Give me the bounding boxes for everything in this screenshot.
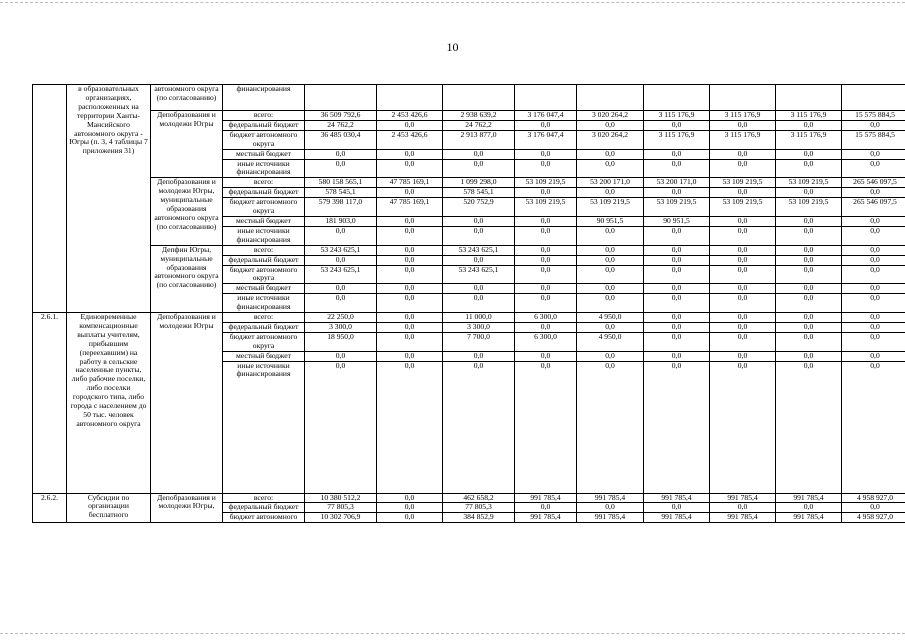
- amount-cell: 0,0: [305, 255, 377, 265]
- amount-cell: 3 300,0: [305, 322, 377, 332]
- amount-cell: 0,0: [377, 159, 443, 178]
- amount-cell: 0,0: [305, 294, 377, 313]
- amount-cell: 579 398 117,0: [305, 198, 377, 217]
- amount-cell: 0,0: [443, 216, 515, 226]
- amount-cell: 0,0: [710, 159, 776, 178]
- amount-cell: 53 243 625,1: [443, 265, 515, 284]
- amount-cell: [644, 85, 710, 111]
- amount-cell: 0,0: [377, 513, 443, 523]
- executor-cell: Депобразования и молодежи Югры,: [151, 493, 223, 523]
- amount-cell: 0,0: [776, 265, 842, 284]
- amount-cell: 90 951,5: [644, 216, 710, 226]
- amount-cell: 0,0: [710, 294, 776, 313]
- amount-cell: 4 950,0: [577, 332, 644, 351]
- amount-cell: 77 805,3: [443, 503, 515, 513]
- amount-cell: 0,0: [577, 503, 644, 513]
- amount-cell: 0,0: [776, 120, 842, 130]
- amount-cell: 0,0: [842, 313, 905, 323]
- amount-cell: 0,0: [776, 216, 842, 226]
- amount-cell: 0,0: [305, 159, 377, 178]
- amount-cell: 265 546 097,5: [842, 178, 905, 188]
- amount-cell: 0,0: [644, 245, 710, 255]
- amount-cell: 0,0: [577, 159, 644, 178]
- amount-cell: 0,0: [776, 226, 842, 245]
- amount-cell: 578 545,1: [305, 188, 377, 198]
- amount-cell: 3 115 176,9: [710, 130, 776, 149]
- amount-cell: 0,0: [377, 493, 443, 503]
- amount-cell: 53 109 219,5: [577, 198, 644, 217]
- amount-cell: 0,0: [577, 265, 644, 284]
- funding-source: всего:: [223, 493, 305, 503]
- amount-cell: 0,0: [776, 188, 842, 198]
- funding-source: местный бюджет: [223, 216, 305, 226]
- funding-source: федеральный бюджет: [223, 255, 305, 265]
- executor-cell: Депобразования и молодежи Югры, муниципальные образования автономного округа (по согласованию): [151, 178, 223, 245]
- amount-cell: 0,0: [842, 284, 905, 294]
- amount-cell: 0,0: [443, 284, 515, 294]
- amount-cell: 0,0: [842, 216, 905, 226]
- amount-cell: 0,0: [710, 149, 776, 159]
- bottom-scan-line: [0, 633, 905, 634]
- executor-cell: Депобразования и молодежи Югры: [151, 313, 223, 494]
- amount-cell: 0,0: [710, 226, 776, 245]
- amount-cell: [776, 85, 842, 111]
- amount-cell: 3 300,0: [443, 322, 515, 332]
- amount-cell: 991 785,4: [577, 493, 644, 503]
- item-number: [33, 85, 67, 313]
- funding-source: всего:: [223, 111, 305, 121]
- amount-cell: 0,0: [515, 503, 577, 513]
- amount-cell: 0,0: [515, 159, 577, 178]
- amount-cell: 0,0: [644, 120, 710, 130]
- amount-cell: 3 176 047,4: [515, 130, 577, 149]
- amount-cell: 0,0: [443, 149, 515, 159]
- funding-source: всего:: [223, 178, 305, 188]
- amount-cell: [377, 85, 443, 111]
- amount-cell: 0,0: [515, 149, 577, 159]
- amount-cell: 47 785 169,1: [377, 178, 443, 188]
- amount-cell: 0,0: [377, 503, 443, 513]
- amount-cell: [443, 85, 515, 111]
- amount-cell: 3 115 176,9: [644, 111, 710, 121]
- funding-source: местный бюджет: [223, 351, 305, 361]
- amount-cell: 0,0: [305, 149, 377, 159]
- amount-cell: 0,0: [842, 188, 905, 198]
- amount-cell: 265 546 097,5: [842, 198, 905, 217]
- amount-cell: 462 658,2: [443, 493, 515, 503]
- amount-cell: 53 109 219,5: [710, 178, 776, 188]
- amount-cell: 0,0: [710, 216, 776, 226]
- amount-cell: 53 200 171,0: [577, 178, 644, 188]
- amount-cell: 24 762,2: [443, 120, 515, 130]
- amount-cell: 4 958 927,0: [842, 493, 905, 503]
- amount-cell: [577, 85, 644, 111]
- amount-cell: 22 250,0: [305, 313, 377, 323]
- amount-cell: 4 950,0: [577, 313, 644, 323]
- amount-cell: 0,0: [776, 294, 842, 313]
- amount-cell: 0,0: [515, 216, 577, 226]
- amount-cell: 0,0: [842, 351, 905, 361]
- amount-cell: [305, 85, 377, 111]
- funding-source: всего:: [223, 245, 305, 255]
- amount-cell: 0,0: [443, 226, 515, 245]
- amount-cell: 578 545,1: [443, 188, 515, 198]
- amount-cell: 53 109 219,5: [644, 198, 710, 217]
- amount-cell: 3 115 176,9: [776, 111, 842, 121]
- amount-cell: 53 109 219,5: [515, 178, 577, 188]
- amount-cell: 11 000,0: [443, 313, 515, 323]
- amount-cell: 6 300,0: [515, 313, 577, 323]
- executor-cell: Депобразования и молодежи Югры: [151, 111, 223, 178]
- table-row: [33, 85, 905, 111]
- amount-cell: 0,0: [776, 313, 842, 323]
- amount-cell: 4 958 927,0: [842, 513, 905, 523]
- amount-cell: 0,0: [710, 332, 776, 351]
- amount-cell: 77 805,3: [305, 503, 377, 513]
- amount-cell: 0,0: [842, 245, 905, 255]
- amount-cell: 384 852,9: [443, 513, 515, 523]
- amount-cell: 0,0: [710, 188, 776, 198]
- amount-cell: 0,0: [377, 332, 443, 351]
- amount-cell: 0,0: [305, 361, 377, 493]
- table-row: [33, 245, 905, 255]
- amount-cell: 0,0: [377, 149, 443, 159]
- amount-cell: [515, 85, 577, 111]
- item-number: 2.6.2.: [33, 493, 67, 523]
- funding-source: федеральный бюджет: [223, 503, 305, 513]
- amount-cell: 991 785,4: [710, 493, 776, 503]
- amount-cell: 0,0: [710, 351, 776, 361]
- amount-cell: 0,0: [577, 255, 644, 265]
- executor-cell: автономного округа (по согласованию): [151, 85, 223, 111]
- amount-cell: 15 575 884,5: [842, 130, 905, 149]
- amount-cell: 991 785,4: [644, 493, 710, 503]
- amount-cell: 0,0: [377, 361, 443, 493]
- amount-cell: 3 115 176,9: [710, 111, 776, 121]
- amount-cell: 10 302 706,9: [305, 513, 377, 523]
- amount-cell: 0,0: [710, 313, 776, 323]
- amount-cell: 0,0: [776, 149, 842, 159]
- amount-cell: 3 020 264,2: [577, 130, 644, 149]
- amount-cell: 53 109 219,5: [515, 198, 577, 217]
- table-row: [33, 111, 905, 121]
- amount-cell: 36 509 792,6: [305, 111, 377, 121]
- amount-cell: 0,0: [644, 294, 710, 313]
- amount-cell: 0,0: [842, 120, 905, 130]
- amount-cell: 0,0: [305, 226, 377, 245]
- amount-cell: 0,0: [644, 265, 710, 284]
- funding-source: бюджет автономного округа: [223, 332, 305, 351]
- amount-cell: 0,0: [710, 322, 776, 332]
- amount-cell: 0,0: [577, 226, 644, 245]
- amount-cell: 181 903,0: [305, 216, 377, 226]
- funding-source: всего:: [223, 313, 305, 323]
- executor-cell: Депфин Югры, муниципальные образования автономного округа (по согласованию): [151, 245, 223, 312]
- amount-cell: 0,0: [577, 149, 644, 159]
- table-row: [33, 313, 905, 323]
- amount-cell: 991 785,4: [515, 513, 577, 523]
- funding-source: финансирования: [223, 85, 305, 111]
- amount-cell: 53 243 625,1: [443, 245, 515, 255]
- item-description: в образовательных организациях, расположенных на территории Ханты-Мансийского автономного округа - Югры (п. 3, 4 таблицы 7 приложения 31): [67, 85, 151, 313]
- funding-source: федеральный бюджет: [223, 322, 305, 332]
- amount-cell: 991 785,4: [776, 493, 842, 503]
- amount-cell: 0,0: [515, 284, 577, 294]
- amount-cell: 15 575 884,5: [842, 111, 905, 121]
- amount-cell: 0,0: [305, 284, 377, 294]
- amount-cell: 0,0: [443, 255, 515, 265]
- amount-cell: 0,0: [577, 245, 644, 255]
- amount-cell: 47 785 169,1: [377, 198, 443, 217]
- amount-cell: 0,0: [710, 284, 776, 294]
- amount-cell: 0,0: [842, 226, 905, 245]
- amount-cell: 53 200 171,0: [644, 178, 710, 188]
- funding-source: иные источники финансирования: [223, 294, 305, 313]
- amount-cell: 0,0: [515, 188, 577, 198]
- amount-cell: 0,0: [644, 322, 710, 332]
- amount-cell: 0,0: [577, 284, 644, 294]
- amount-cell: 0,0: [776, 159, 842, 178]
- amount-cell: 991 785,4: [515, 493, 577, 503]
- amount-cell: 0,0: [377, 265, 443, 284]
- amount-cell: 2 453 426,6: [377, 111, 443, 121]
- top-scan-line: [0, 2, 905, 3]
- amount-cell: 0,0: [644, 188, 710, 198]
- amount-cell: 0,0: [515, 245, 577, 255]
- amount-cell: 6 300,0: [515, 332, 577, 351]
- amount-cell: 53 243 625,1: [305, 245, 377, 255]
- amount-cell: 0,0: [377, 284, 443, 294]
- amount-cell: 3 176 047,4: [515, 111, 577, 121]
- amount-cell: 0,0: [644, 226, 710, 245]
- amount-cell: 0,0: [577, 294, 644, 313]
- amount-cell: 0,0: [515, 351, 577, 361]
- amount-cell: 0,0: [776, 503, 842, 513]
- amount-cell: 0,0: [577, 322, 644, 332]
- amount-cell: 0,0: [842, 361, 905, 493]
- amount-cell: 0,0: [842, 159, 905, 178]
- amount-cell: 0,0: [644, 351, 710, 361]
- amount-cell: 0,0: [776, 332, 842, 351]
- amount-cell: 0,0: [776, 245, 842, 255]
- amount-cell: 2 453 426,6: [377, 130, 443, 149]
- amount-cell: 18 950,0: [305, 332, 377, 351]
- amount-cell: 53 109 219,5: [776, 178, 842, 188]
- amount-cell: 0,0: [710, 265, 776, 284]
- amount-cell: 53 109 219,5: [776, 198, 842, 217]
- amount-cell: 0,0: [842, 265, 905, 284]
- amount-cell: 0,0: [710, 361, 776, 493]
- amount-cell: 0,0: [443, 361, 515, 493]
- amount-cell: 0,0: [776, 351, 842, 361]
- amount-cell: 0,0: [842, 332, 905, 351]
- funding-source: бюджет автономного округа: [223, 265, 305, 284]
- amount-cell: 0,0: [644, 159, 710, 178]
- amount-cell: 0,0: [710, 503, 776, 513]
- amount-cell: 991 785,4: [776, 513, 842, 523]
- amount-cell: 0,0: [377, 216, 443, 226]
- amount-cell: 0,0: [710, 120, 776, 130]
- amount-cell: 520 752,9: [443, 198, 515, 217]
- funding-source: местный бюджет: [223, 284, 305, 294]
- amount-cell: 0,0: [776, 361, 842, 493]
- funding-source: иные источники финансирования: [223, 159, 305, 178]
- amount-cell: 2 913 877,0: [443, 130, 515, 149]
- amount-cell: 0,0: [644, 503, 710, 513]
- amount-cell: 0,0: [377, 188, 443, 198]
- amount-cell: 0,0: [443, 159, 515, 178]
- amount-cell: 0,0: [515, 255, 577, 265]
- table-row: [33, 178, 905, 188]
- amount-cell: 0,0: [515, 361, 577, 493]
- amount-cell: 991 785,4: [710, 513, 776, 523]
- amount-cell: 991 785,4: [644, 513, 710, 523]
- amount-cell: 0,0: [710, 245, 776, 255]
- funding-source: иные источники финансирования: [223, 226, 305, 245]
- amount-cell: 0,0: [515, 294, 577, 313]
- funding-source: федеральный бюджет: [223, 120, 305, 130]
- amount-cell: 0,0: [377, 245, 443, 255]
- amount-cell: [710, 85, 776, 111]
- amount-cell: 0,0: [377, 351, 443, 361]
- amount-cell: 0,0: [776, 322, 842, 332]
- amount-cell: 3 115 176,9: [644, 130, 710, 149]
- amount-cell: 53 243 625,1: [305, 265, 377, 284]
- amount-cell: 0,0: [842, 149, 905, 159]
- amount-cell: 0,0: [644, 284, 710, 294]
- funding-source: бюджет автономного округа: [223, 198, 305, 217]
- amount-cell: 0,0: [577, 361, 644, 493]
- amount-cell: 0,0: [644, 149, 710, 159]
- funding-source: федеральный бюджет: [223, 188, 305, 198]
- amount-cell: 3 115 176,9: [776, 130, 842, 149]
- amount-cell: 0,0: [305, 351, 377, 361]
- funding-source: иные источники финансирования: [223, 361, 305, 493]
- funding-source: бюджет автономного округа: [223, 130, 305, 149]
- amount-cell: 0,0: [443, 294, 515, 313]
- amount-cell: 0,0: [644, 313, 710, 323]
- amount-cell: 0,0: [842, 322, 905, 332]
- amount-cell: 90 951,5: [577, 216, 644, 226]
- amount-cell: 0,0: [842, 255, 905, 265]
- item-description: Субсидии по организации бесплатного: [67, 493, 151, 523]
- item-number: 2.6.1.: [33, 313, 67, 494]
- amount-cell: 991 785,4: [577, 513, 644, 523]
- amount-cell: 0,0: [644, 255, 710, 265]
- amount-cell: 0,0: [710, 255, 776, 265]
- amount-cell: 580 158 565,1: [305, 178, 377, 188]
- amount-cell: 0,0: [377, 226, 443, 245]
- amount-cell: 24 762,2: [305, 120, 377, 130]
- amount-cell: 0,0: [577, 351, 644, 361]
- item-description: Единовременные компенсационные выплаты учителям, прибывшим (переехавшим) на работу в сельские населенные пункты, либо рабочие поселки, либо поселки городского типа, либо города с населением до 50 тыс. человек автономного округа: [67, 313, 151, 494]
- financing-table: [32, 84, 905, 523]
- amount-cell: 0,0: [515, 265, 577, 284]
- amount-cell: 0,0: [443, 351, 515, 361]
- amount-cell: 10 380 512,2: [305, 493, 377, 503]
- amount-cell: 0,0: [377, 294, 443, 313]
- amount-cell: 0,0: [377, 322, 443, 332]
- amount-cell: 7 700,0: [443, 332, 515, 351]
- amount-cell: 0,0: [842, 503, 905, 513]
- funding-source: бюджет автономного: [223, 513, 305, 523]
- amount-cell: 0,0: [515, 226, 577, 245]
- amount-cell: 53 109 219,5: [710, 198, 776, 217]
- amount-cell: 0,0: [377, 120, 443, 130]
- amount-cell: 0,0: [842, 294, 905, 313]
- amount-cell: 0,0: [377, 313, 443, 323]
- amount-cell: 0,0: [644, 361, 710, 493]
- amount-cell: 36 485 030,4: [305, 130, 377, 149]
- amount-cell: 3 020 264,2: [577, 111, 644, 121]
- amount-cell: 0,0: [776, 284, 842, 294]
- amount-cell: 0,0: [515, 120, 577, 130]
- amount-cell: 0,0: [577, 120, 644, 130]
- page-number: 10: [446, 40, 459, 54]
- funding-source: местный бюджет: [223, 149, 305, 159]
- table-row: [33, 493, 905, 503]
- amount-cell: 0,0: [377, 255, 443, 265]
- amount-cell: 0,0: [644, 332, 710, 351]
- amount-cell: 1 099 298,0: [443, 178, 515, 188]
- amount-cell: 2 938 639,2: [443, 111, 515, 121]
- amount-cell: 0,0: [515, 322, 577, 332]
- amount-cell: 0,0: [577, 188, 644, 198]
- amount-cell: [842, 85, 905, 111]
- amount-cell: 0,0: [776, 255, 842, 265]
